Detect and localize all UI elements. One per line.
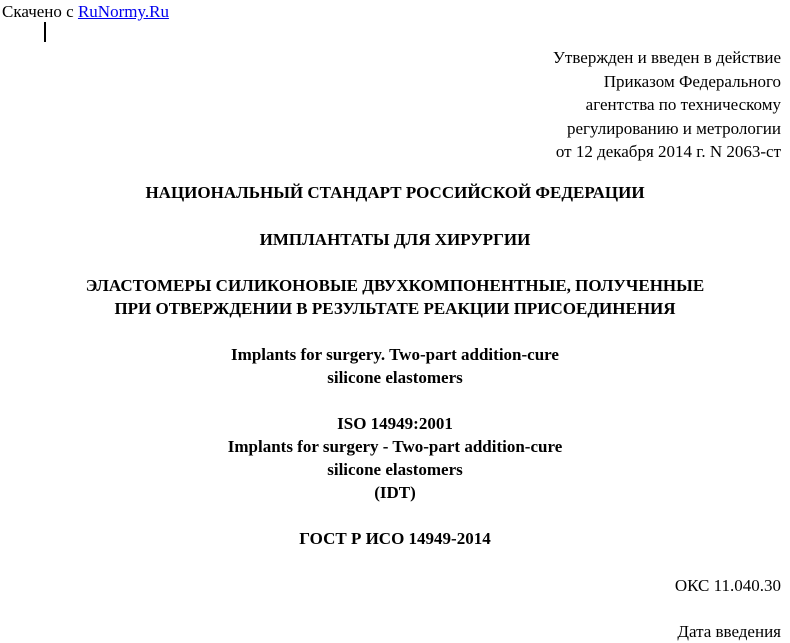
iso-title-line-2: silicone elastomers	[327, 460, 463, 479]
approval-line-5: от 12 декабря 2014 г. N 2063-ст	[555, 142, 781, 161]
approval-line-2: Приказом Федерального	[603, 71, 781, 91]
download-source-line	[2, 0, 169, 23]
oks-code: ОКС 11.040.30	[674, 576, 781, 595]
iso-title-line-1: Implants for surgery - Two-part addition-cure	[227, 437, 563, 456]
approval-block	[553, 46, 781, 164]
russian-title-line-2: ПРИ ОТВЕРЖДЕНИИ В РЕЗУЛЬТАТЕ РЕАКЦИИ ПРИСОЕДИНЕНИЯ	[114, 299, 676, 318]
english-title-line-2: silicone elastomers	[327, 368, 463, 387]
iso-equivalence: (IDT)	[374, 483, 416, 502]
approval-line-1: Утвержден и введен в действие	[552, 48, 781, 67]
approval-line-3: агентства по техническому	[585, 95, 781, 114]
text-cursor	[44, 22, 46, 42]
runormy-link[interactable]: RuNormy.Ru	[77, 2, 169, 21]
gost-designation: ГОСТ Р ИСО 14949-2014	[299, 529, 491, 548]
english-title-line-1: Implants for surgery. Two-part addition-cure	[231, 345, 559, 364]
download-prefix: Скачено с	[2, 2, 78, 21]
standard-type-heading: НАЦИОНАЛЬНЫЙ СТАНДАРТ РОССИЙСКОЙ ФЕДЕРАЦИИ	[145, 183, 645, 202]
approval-line-4: регулированию и метрологии	[566, 118, 781, 138]
intro-date-label: Дата введения	[677, 622, 781, 641]
iso-number: ISO 14949:2001	[337, 414, 453, 433]
subject-heading: ИМПЛАНТАТЫ ДЛЯ ХИРУРГИИ	[259, 230, 531, 249]
russian-title-line-1: ЭЛАСТОМЕРЫ СИЛИКОНОВЫЕ ДВУХКОМПОНЕНТНЫЕ, ПОЛУЧЕННЫЕ	[85, 276, 705, 295]
russian-title	[0, 274, 790, 320]
iso-reference	[0, 412, 790, 504]
english-title	[0, 343, 790, 389]
